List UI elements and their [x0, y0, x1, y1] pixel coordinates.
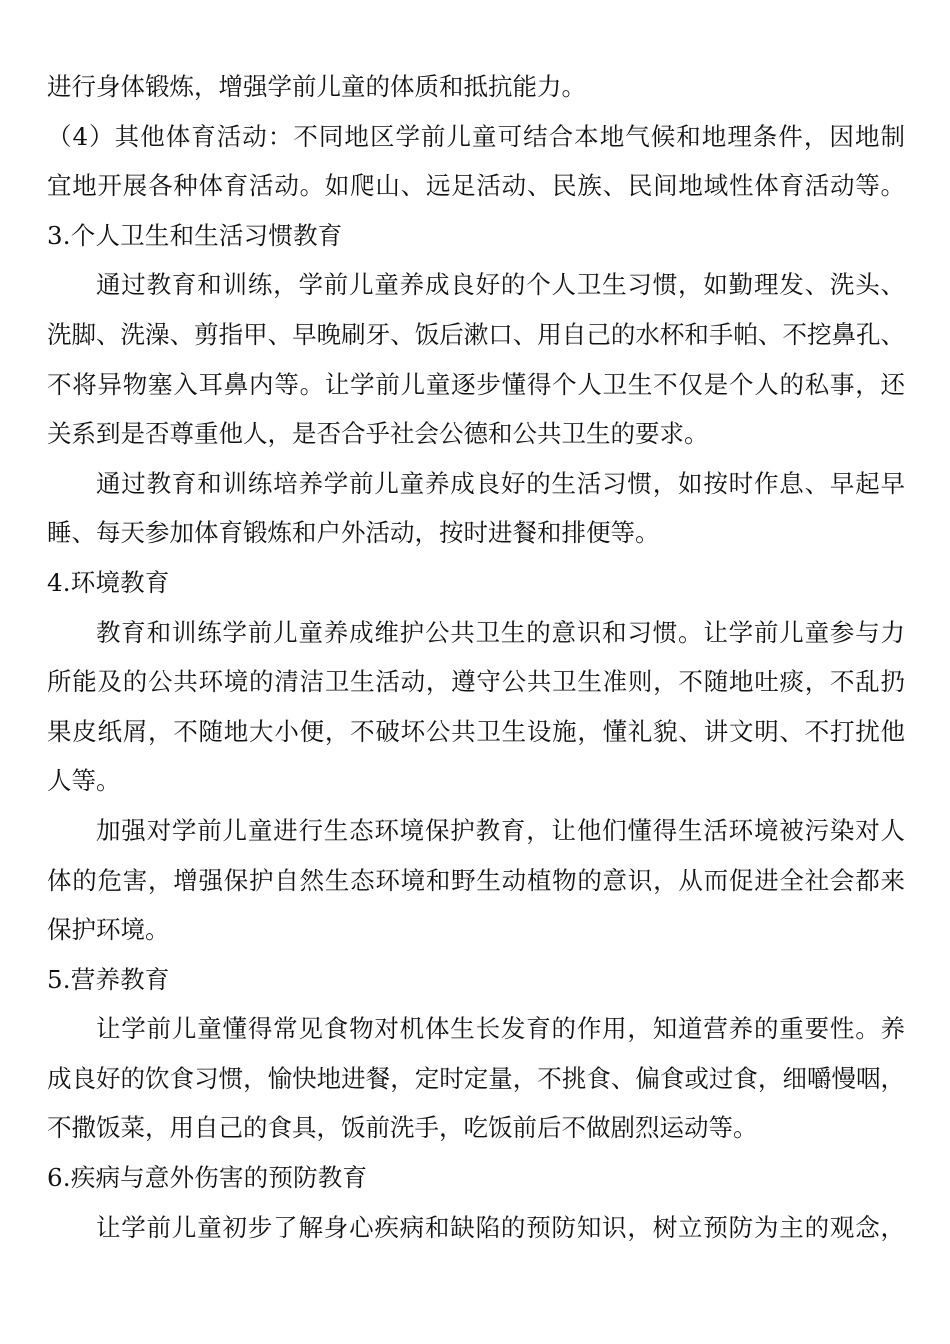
- paragraph-line: 不撒饭菜，用自己的食具，饭前洗手，吃饭前后不做剧烈运动等。: [47, 1113, 758, 1143]
- paragraph-line: 保护环境。: [47, 915, 170, 945]
- section-heading: 5.营养教育: [47, 964, 170, 994]
- paragraph-line: 教育和训练学前儿童养成维护公共卫生的意识和习惯。让学前儿童参与力: [96, 617, 905, 647]
- section-heading: 6.疾病与意外伤害的预防教育: [47, 1163, 368, 1193]
- paragraph-line: 关系到是否尊重他人，是否合乎社会公德和公共卫生的要求。: [47, 419, 709, 449]
- section-heading: 4.环境教育: [47, 567, 170, 597]
- paragraph-line: 让学前儿童懂得常见食物对机体生长发育的作用，知道营养的重要性。养: [96, 1014, 905, 1044]
- paragraph-line: 洗脚、洗澡、剪指甲、早晚刷牙、饭后漱口、用自己的水杯和手帕、不挖鼻孔、: [47, 319, 905, 349]
- paragraph-line: 通过教育和训练培养学前儿童养成良好的生活习惯，如按时作息、早起早: [96, 468, 905, 498]
- paragraph-line: 果皮纸屑，不随地大小便，不破坏公共卫生设施，懂礼貌、讲文明、不打扰他: [47, 716, 905, 746]
- paragraph-line: 所能及的公共环境的清洁卫生活动，遵守公共卫生准则，不随地吐痰，不乱扔: [47, 667, 905, 697]
- document-page: [47, 62, 905, 1252]
- section-heading: 3.个人卫生和生活习惯教育: [47, 220, 343, 250]
- paragraph-line: 进行身体锻炼，增强学前儿童的体质和抵抗能力。: [47, 72, 586, 101]
- paragraph-line: 人等。: [47, 766, 121, 796]
- paragraph-line: 通过教育和训练，学前儿童养成良好的个人卫生习惯，如勤理发、洗头、: [96, 270, 905, 300]
- paragraph-line: 体的危害，增强保护自然生态环境和野生动植物的意识，从而促进全社会都来: [47, 865, 905, 895]
- paragraph-line: （4）其他体育活动：不同地区学前儿童可结合本地气候和地理条件，因地制: [47, 121, 905, 151]
- paragraph-line: 成良好的饮食习惯，愉快地进餐，定时定量，不挑食、偏食或过食，细嚼慢咽，: [47, 1063, 905, 1093]
- paragraph-line: 让学前儿童初步了解身心疾病和缺陷的预防知识，树立预防为主的观念，: [96, 1212, 905, 1242]
- paragraph-line: 加强对学前儿童进行生态环境保护教育，让他们懂得生活环境被污染对人: [96, 815, 905, 845]
- paragraph-line: 不将异物塞入耳鼻内等。让学前儿童逐步懂得个人卫生不仅是个人的私事，还: [47, 369, 905, 399]
- paragraph-line: 睡、每天参加体育锻炼和户外活动，按时进餐和排便等。: [47, 518, 660, 548]
- paragraph-line: 宜地开展各种体育活动。如爬山、远足活动、民族、民间地域性体育活动等。: [47, 171, 905, 201]
